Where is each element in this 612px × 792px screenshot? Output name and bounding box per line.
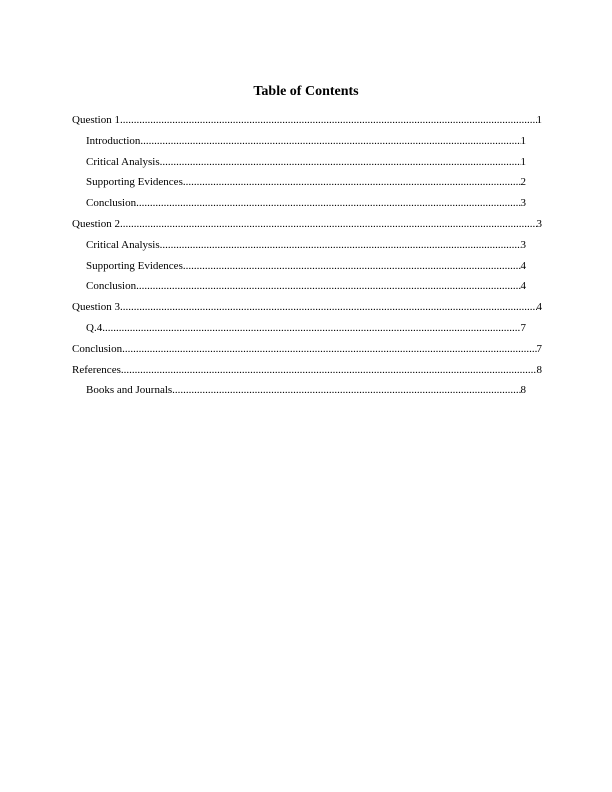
toc-page-number: 4 xyxy=(536,301,542,314)
toc-entry[interactable] xyxy=(72,175,526,196)
toc-page-number: 3 xyxy=(520,238,526,251)
toc-entry[interactable] xyxy=(72,363,542,384)
toc-page-number: 2 xyxy=(520,176,526,189)
toc-dot-leader xyxy=(172,383,520,397)
toc-entry-text: References xyxy=(72,363,121,376)
toc-title: Table of Contents xyxy=(253,84,359,99)
toc-dot-leader xyxy=(122,342,536,356)
toc-page-number: 7 xyxy=(536,342,542,355)
toc-entry[interactable] xyxy=(72,259,526,280)
toc-dot-leader xyxy=(136,279,520,293)
toc-entry-text: Question 3 xyxy=(72,301,120,314)
toc-page-number: 3 xyxy=(520,197,526,210)
toc-page-number: 3 xyxy=(536,217,542,230)
toc-page-number: 7 xyxy=(520,321,526,334)
toc-entry-text: Critical Analysis xyxy=(86,155,160,168)
toc-page-number: 1 xyxy=(536,114,542,126)
toc-dot-leader xyxy=(183,175,521,189)
toc-entry[interactable] xyxy=(72,217,542,238)
toc-dot-leader xyxy=(120,217,537,231)
toc-page-number: 1 xyxy=(520,155,526,168)
toc-entry-text: Supporting Evidences xyxy=(86,176,183,189)
toc-dot-leader xyxy=(140,134,520,148)
toc-list xyxy=(72,113,542,404)
toc-dot-leader xyxy=(121,363,537,377)
toc-entry-text: Supporting Evidences xyxy=(86,259,183,272)
toc-entry[interactable] xyxy=(72,155,526,176)
toc-entry-text: Question 1 xyxy=(72,114,120,126)
toc-entry-text: Books and Journals xyxy=(86,384,173,397)
toc-page-number: 1 xyxy=(520,134,526,147)
toc-entry[interactable] xyxy=(72,279,526,300)
toc-dot-leader xyxy=(160,238,521,252)
toc-entry[interactable] xyxy=(72,196,526,217)
toc-entry-text: Conclusion xyxy=(86,280,137,293)
toc-page-number: 4 xyxy=(520,259,526,272)
toc-dot-leader xyxy=(102,321,520,335)
toc-page-number: 8 xyxy=(520,384,526,397)
toc-page-number: 4 xyxy=(520,280,526,293)
toc-page-number: 8 xyxy=(536,363,542,376)
toc-entry-text: Conclusion xyxy=(86,197,137,210)
toc-entry[interactable] xyxy=(72,342,542,363)
toc-entry[interactable] xyxy=(72,383,526,404)
toc-dot-leader xyxy=(120,300,537,314)
toc-entry[interactable] xyxy=(72,113,542,134)
toc-entry-text: Question 2 xyxy=(72,217,120,230)
toc-entry-text: Critical Analysis xyxy=(86,238,160,251)
toc-entry-text: Q.4 xyxy=(86,321,103,334)
toc-entry[interactable] xyxy=(72,134,526,155)
toc-entry[interactable] xyxy=(72,321,526,342)
toc-dot-leader xyxy=(136,196,520,210)
toc-dot-leader xyxy=(120,113,537,127)
toc-dot-leader xyxy=(183,259,521,273)
toc-entry[interactable] xyxy=(72,238,526,259)
toc-entry-text: Conclusion xyxy=(72,342,123,355)
toc-entry[interactable] xyxy=(72,300,542,321)
toc-dot-leader xyxy=(160,155,521,169)
toc-entry-text: Introduction xyxy=(86,134,141,147)
